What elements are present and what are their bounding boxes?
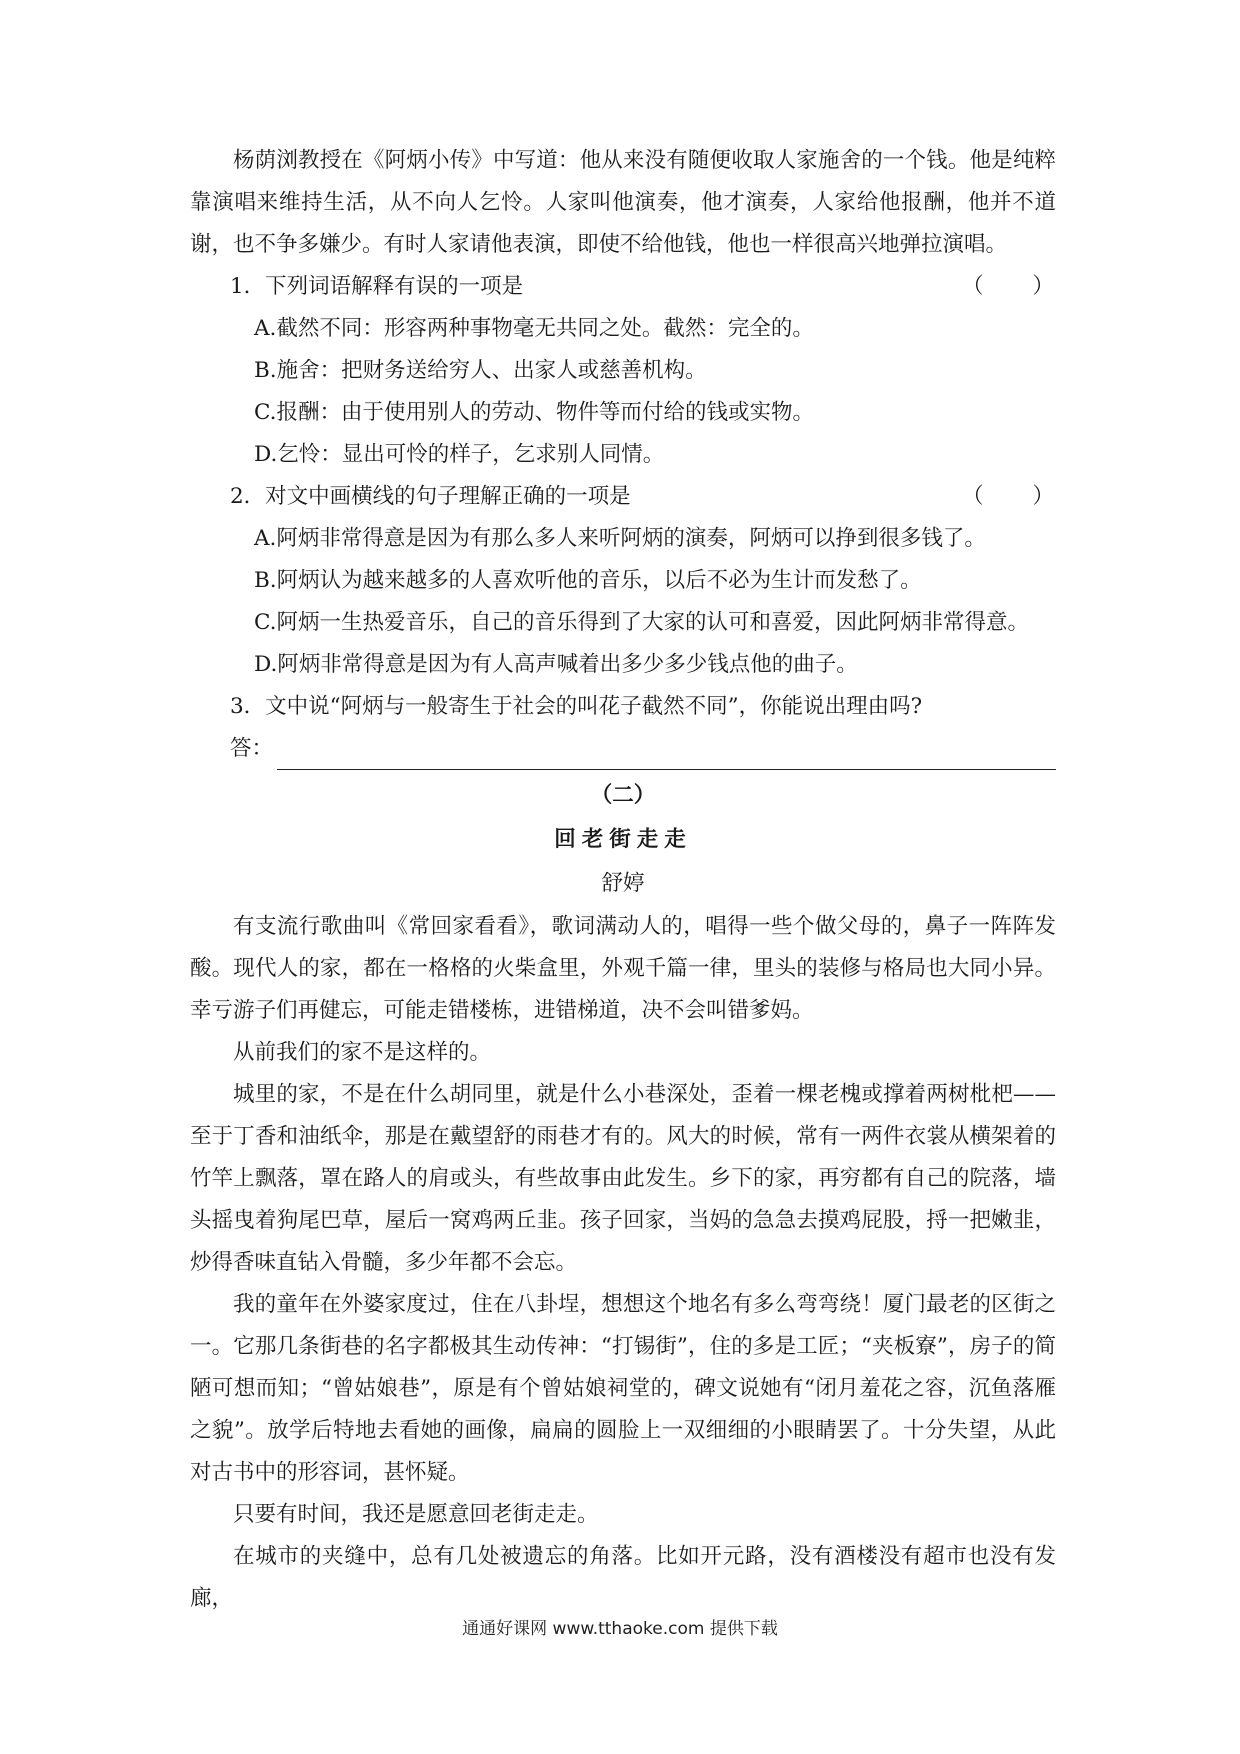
question-3 bbox=[190, 686, 1056, 770]
option-a: A.阿炳非常得意是因为有那么多人来听阿炳的演奏，阿炳可以挣到很多钱了。 bbox=[254, 526, 986, 551]
option-c: C.阿炳一生热爱音乐，自己的音乐得到了大家的认可和喜爱，因此阿炳非常得意。 bbox=[254, 610, 1030, 635]
question-2-text: 2．对文中画横线的句子理解正确的一项是 bbox=[230, 484, 631, 509]
section-label: （二） bbox=[590, 783, 656, 808]
answer-label: 答： bbox=[230, 736, 274, 761]
option-c: C.报酬：由于使用别人的劳动、物件等而付给的钱或实物。 bbox=[254, 400, 815, 425]
answer-bracket: （ ） bbox=[961, 274, 1056, 299]
article-paragraph: 我的童年在外婆家度过，住在八卦埕，想想这个地名有多么弯弯绕！厦门最老的区街之一。它那几条街巷的名字都极其生动传神：“打锡街”，住的多是工匠；“夹板寮”，房子的简陋可想而知；“曾姑娘巷”，原是有个曾姑娘祠堂的，碑文说她有“闭月羞花之容，沉鱼落雁之貌”。放学后特地去看她的画像，扁扁的圆脸上一双细细的小眼睛罢了。十分失望，从此对古书中的形容词，甚怀疑。 bbox=[190, 1292, 1056, 1485]
question-1-text: 1．下列词语解释有误的一项是 bbox=[230, 274, 524, 299]
option-b: B.施舍：把财务送给穷人、出家人或慈善机构。 bbox=[254, 358, 707, 383]
article-title: 回老街走走 bbox=[554, 827, 692, 852]
page-footer: 通通好课网 www.tthaoke.com 提供下载 bbox=[462, 1619, 778, 1639]
document-body bbox=[190, 140, 1056, 1620]
answer-row bbox=[230, 728, 1056, 770]
article-paragraph: 在城市的夹缝中，总有几处被遗忘的角落。比如开元路，没有酒楼没有超市也没有发廊， bbox=[190, 1544, 1056, 1611]
answer-line bbox=[277, 741, 1056, 770]
question-2 bbox=[190, 476, 1056, 686]
intro-paragraph: 杨荫浏教授在《阿炳小传》中写道：他从来没有随便收取人家施舍的一个钱。他是纯粹靠演唱来维持生活，从不向人乞怜。人家叫他演奏，他才演奏，人家给他报酬，他并不道谢，也不争多嫌少。有时人家请他表演，即使不给他钱，他也一样很高兴地弹拉演唱。 bbox=[190, 148, 1056, 257]
option-a: A.截然不同：形容两种事物毫无共同之处。截然：完全的。 bbox=[254, 316, 814, 341]
question-1 bbox=[190, 266, 1056, 476]
article-paragraph: 从前我们的家不是这样的。 bbox=[233, 1040, 492, 1065]
option-b: B.阿炳认为越来越多的人喜欢听他的音乐，以后不必为生计而发愁了。 bbox=[254, 568, 922, 593]
article-author: 舒婷 bbox=[601, 871, 645, 896]
answer-bracket: （ ） bbox=[961, 484, 1056, 509]
article-paragraph: 城里的家，不是在什么胡同里，就是什么小巷深处，歪着一棵老槐或撑着两树枇杷——至于丁香和油纸伞，那是在戴望舒的雨巷才有的。风大的时候，常有一两件衣裳从横架着的竹竿上飘落，罩在路人的肩或头，有些故事由此发生。乡下的家，再穷都有自己的院落，墙头摇曳着狗尾巴草，屋后一窝鸡两丘韭。孩子回家，当妈的急急去摸鸡屁股，捋一把嫩韭，炒得香味直钻入骨髓，多少年都不会忘。 bbox=[190, 1082, 1056, 1275]
article-paragraph: 有支流行歌曲叫《常回家看看》，歌词满动人的，唱得一些个做父母的，鼻子一阵阵发酸。现代人的家，都在一格格的火柴盒里，外观千篇一律，里头的装修与格局也大同小异。幸亏游子们再健忘，可能走错楼栋，进错梯道，决不会叫错爹妈。 bbox=[190, 914, 1056, 1023]
option-d: D.乞怜：显出可怜的样子，乞求别人同情。 bbox=[254, 442, 665, 467]
article-paragraph: 只要有时间，我还是愿意回老街走走。 bbox=[233, 1502, 599, 1527]
question-3-text: 3．文中说“阿炳与一般寄生于社会的叫花子截然不同”，你能说出理由吗? bbox=[230, 694, 923, 719]
option-d: D.阿炳非常得意是因为有人高声喊着出多少多少钱点他的曲子。 bbox=[254, 652, 858, 677]
